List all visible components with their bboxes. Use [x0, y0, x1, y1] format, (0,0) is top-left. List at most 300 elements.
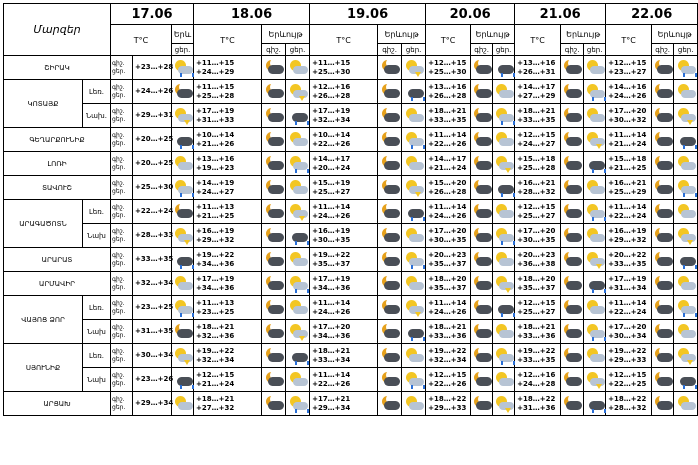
sun-icon	[403, 347, 425, 365]
day-weather-cell	[674, 176, 698, 200]
day-weather-cell	[402, 224, 426, 248]
time-labels	[111, 248, 133, 272]
temp-range: +20…+25	[133, 152, 172, 176]
night-weather-cell	[561, 344, 584, 368]
sun-icon	[493, 203, 515, 221]
day-temp: +26…+28	[428, 91, 467, 100]
day-weather-cell	[493, 248, 515, 272]
sun-cloud-thunder-icon	[403, 59, 425, 77]
day-weather-cell	[402, 368, 426, 392]
sun-cloud-rain-icon	[584, 323, 606, 341]
cloud-rain-icon	[172, 371, 194, 389]
night-temp: +18…+21	[428, 106, 467, 115]
moon-cloud-icon	[471, 155, 493, 173]
night-temp: +12…+15	[608, 370, 647, 379]
night-temp: +15…+18	[608, 154, 647, 163]
temp-range	[426, 368, 471, 392]
moon-cloud-icon	[379, 59, 401, 77]
sun-cloud-rain-icon	[172, 59, 194, 77]
night-weather-cell	[262, 248, 286, 272]
moon-cloud-icon	[172, 203, 194, 221]
night-temp: +13…+16	[196, 154, 235, 163]
weather-col-header: Երևույթ	[561, 25, 606, 44]
time-labels	[111, 224, 133, 248]
night-weather-cell	[652, 272, 674, 296]
day-weather-cell	[584, 56, 606, 80]
sun-cloud-thunder-icon	[584, 371, 606, 389]
temp-range: +29…+34	[133, 392, 172, 416]
day-weather-cell	[674, 56, 698, 80]
night-temp: +11…+14	[428, 202, 467, 211]
sun-icon	[403, 395, 425, 413]
night-weather-cell	[262, 224, 286, 248]
time-labels	[111, 80, 133, 104]
temp-range	[426, 200, 471, 224]
cloud-rain-icon	[493, 299, 515, 317]
day-weather-cell	[674, 272, 698, 296]
subregion-label: Նախ	[83, 368, 111, 392]
day-subheader: ցեր.	[584, 44, 606, 56]
sun-icon	[403, 107, 425, 125]
night-weather-cell	[471, 80, 493, 104]
night-label: գիշ.	[112, 179, 125, 187]
weather-cell	[172, 368, 194, 392]
moon-cloud-icon	[561, 371, 583, 389]
night-weather-cell	[378, 176, 402, 200]
moon-cloud-icon	[379, 347, 401, 365]
day-temp: +25…+27	[517, 307, 556, 316]
temp-range	[310, 200, 378, 224]
day-weather-cell	[402, 344, 426, 368]
night-weather-cell	[378, 320, 402, 344]
temp-range	[426, 272, 471, 296]
sun-cloud-thunder-icon	[172, 227, 194, 245]
moon-cloud-icon	[263, 251, 285, 269]
day-weather-cell	[493, 296, 515, 320]
moon-cloud-icon	[561, 323, 583, 341]
temp-range	[606, 224, 652, 248]
temp-range	[194, 200, 262, 224]
temp-range	[310, 56, 378, 80]
night-temp: +11…+14	[312, 298, 351, 307]
day-temp: +33…+35	[517, 115, 556, 124]
cloud-rain-icon	[172, 131, 194, 149]
night-temp: +17…+20	[608, 322, 647, 331]
region-name: ՎԱՅՈՑ ՁՈՐ	[4, 296, 83, 344]
sun-cloud-rain-icon	[493, 347, 515, 365]
moon-cloud-icon	[379, 155, 401, 173]
weather-cell	[172, 392, 194, 416]
night-weather-cell	[378, 80, 402, 104]
moon-cloud-icon	[561, 227, 583, 245]
night-temp: +12…+15	[517, 202, 556, 211]
night-weather-cell	[262, 104, 286, 128]
temp-range	[606, 344, 652, 368]
temp-range	[426, 104, 471, 128]
day-weather-cell	[584, 344, 606, 368]
cloud-rain-icon	[493, 59, 515, 77]
moon-cloud-icon	[471, 107, 493, 125]
night-temp: +18…+22	[517, 394, 556, 403]
day-temp: +33…+35	[517, 355, 556, 364]
moon-cloud-icon	[263, 131, 285, 149]
night-temp: +10…+14	[312, 130, 351, 139]
night-temp: +19…+22	[428, 346, 467, 355]
day-label: ցեր.	[112, 283, 126, 291]
day-weather-cell	[674, 152, 698, 176]
moon-cloud-icon	[652, 395, 674, 413]
day-weather-cell	[674, 104, 698, 128]
night-temp: +18…+21	[517, 322, 556, 331]
weather-cell	[172, 200, 194, 224]
night-temp: +15…+19	[312, 178, 351, 187]
weather-col-header: Երև	[172, 25, 194, 44]
day-weather-cell	[402, 80, 426, 104]
weather-col-header: Երևույթ	[262, 25, 310, 44]
temp-range: +22…+24	[133, 200, 172, 224]
day-subheader: ցեր.	[674, 44, 698, 56]
night-weather-cell	[561, 296, 584, 320]
night-subheader: գիշ.	[378, 44, 402, 56]
sun-icon	[287, 131, 309, 149]
sun-icon	[287, 299, 309, 317]
moon-cloud-icon	[561, 395, 583, 413]
night-weather-cell	[378, 368, 402, 392]
sun-icon	[403, 227, 425, 245]
night-temp: +17…+19	[196, 274, 235, 283]
day-weather-cell	[286, 344, 310, 368]
sun-icon	[287, 371, 309, 389]
moon-cloud-icon	[471, 227, 493, 245]
day-label: ցեր.	[112, 115, 126, 123]
night-weather-cell	[561, 248, 584, 272]
temp-range	[194, 320, 262, 344]
temp-range	[310, 80, 378, 104]
night-weather-cell	[652, 344, 674, 368]
day-weather-cell	[584, 224, 606, 248]
day-temp: +20…+24	[312, 163, 351, 172]
night-temp: +17…+21	[312, 394, 351, 403]
time-labels	[111, 368, 133, 392]
temp-range: +29…+31	[133, 104, 172, 128]
day-weather-cell	[493, 224, 515, 248]
night-weather-cell	[471, 224, 493, 248]
sun-icon	[584, 227, 606, 245]
day-subheader: ցեր.	[402, 44, 426, 56]
night-subheader: գիշ.	[471, 44, 493, 56]
weather-cell	[172, 104, 194, 128]
night-temp: +18…+20	[517, 274, 556, 283]
moon-cloud-icon	[263, 59, 285, 77]
night-weather-cell	[471, 392, 493, 416]
sun-icon	[493, 131, 515, 149]
night-weather-cell	[561, 80, 584, 104]
time-labels	[111, 128, 133, 152]
region-name: ԱՐԱՐԱՏ	[4, 248, 111, 272]
temp-range	[194, 296, 262, 320]
day-weather-cell	[674, 80, 698, 104]
day-weather-cell	[674, 392, 698, 416]
night-weather-cell	[378, 56, 402, 80]
moon-cloud-icon	[379, 179, 401, 197]
day-temp: +22…+24	[608, 307, 647, 316]
night-label: գիշ.	[112, 323, 125, 331]
temp-range	[515, 80, 561, 104]
night-temp: +13…+16	[517, 58, 556, 67]
night-label: գիշ.	[112, 227, 125, 235]
day-weather-cell	[674, 224, 698, 248]
sun-cloud-rain-icon	[287, 275, 309, 293]
day-temp: +34…+36	[312, 331, 351, 340]
day-temp: +22…+26	[312, 139, 351, 148]
day-weather-cell	[286, 272, 310, 296]
day-temp: +24…+26	[608, 91, 647, 100]
night-weather-cell	[471, 128, 493, 152]
temp-range	[606, 80, 652, 104]
day-weather-cell	[584, 200, 606, 224]
table-row	[4, 272, 698, 296]
day-weather-cell	[402, 176, 426, 200]
moon-cloud-icon	[652, 347, 674, 365]
night-weather-cell	[471, 56, 493, 80]
day-weather-cell	[286, 104, 310, 128]
night-temp: +12…+16	[517, 370, 556, 379]
moon-cloud-icon	[652, 179, 674, 197]
temp-range	[194, 224, 262, 248]
temp-range	[194, 56, 262, 80]
sun-cloud-thunder-icon	[675, 347, 697, 365]
temp-range	[426, 176, 471, 200]
moon-cloud-icon	[561, 131, 583, 149]
table-row	[4, 224, 698, 248]
night-temp: +12…+15	[428, 58, 467, 67]
moon-cloud-icon	[471, 323, 493, 341]
night-label: գիշ.	[112, 131, 125, 139]
night-weather-cell	[561, 368, 584, 392]
night-temp: +17…+20	[517, 226, 556, 235]
night-temp: +17…+20	[312, 322, 351, 331]
temp-range	[310, 296, 378, 320]
night-weather-cell	[262, 296, 286, 320]
time-labels	[111, 392, 133, 416]
temp-col-header: T°C	[310, 25, 378, 56]
night-temp: +18…+20	[428, 274, 467, 283]
day-weather-cell	[584, 248, 606, 272]
night-temp: +11…+15	[196, 58, 235, 67]
night-temp: +17…+20	[608, 106, 647, 115]
temp-range: +25…+30	[133, 176, 172, 200]
night-label: գիշ.	[112, 395, 125, 403]
table-row	[4, 128, 698, 152]
day-weather-cell	[674, 368, 698, 392]
night-weather-cell	[652, 392, 674, 416]
day-weather-cell	[584, 80, 606, 104]
moon-cloud-icon	[471, 395, 493, 413]
night-temp: +17…+19	[312, 106, 351, 115]
temp-range	[515, 152, 561, 176]
sun-cloud-rain-icon	[403, 131, 425, 149]
subregion-label: Լեռ.	[83, 296, 111, 320]
night-temp: +11…+14	[608, 298, 647, 307]
day-temp: +24…+26	[312, 211, 351, 220]
night-weather-cell	[652, 176, 674, 200]
day-temp: +23…+25	[196, 307, 235, 316]
night-temp: +11…+14	[608, 202, 647, 211]
temp-range	[310, 368, 378, 392]
day-temp: +24…+29	[196, 67, 235, 76]
region-name: ԱՐՄԱՎԻՐ	[4, 272, 111, 296]
sun-cloud-thunder-icon	[403, 179, 425, 197]
day-weather-cell	[584, 368, 606, 392]
sun-icon	[493, 323, 515, 341]
region-name: ԼՈՌԻ	[4, 152, 111, 176]
day-temp: +30…+35	[517, 235, 556, 244]
night-temp: +11…+14	[428, 130, 467, 139]
night-label: գիշ.	[112, 299, 125, 307]
weather-cell	[172, 320, 194, 344]
sun-cloud-thunder-icon	[675, 107, 697, 125]
day-temp: +25…+28	[196, 91, 235, 100]
day-weather-cell	[286, 56, 310, 80]
day-header-17: 17.06	[111, 4, 194, 25]
night-temp: +11…+14	[428, 298, 467, 307]
weather-cell	[172, 176, 194, 200]
night-temp: +19…+22	[517, 346, 556, 355]
night-weather-cell	[652, 56, 674, 80]
moon-cloud-icon	[652, 107, 674, 125]
moon-cloud-icon	[263, 323, 285, 341]
day-header-21: 21.06	[515, 4, 606, 25]
day-label: ցեր.	[112, 163, 126, 171]
night-temp: +19…+22	[196, 250, 235, 259]
weather-col-header: Երևույթ	[652, 25, 698, 44]
night-temp: +11…+14	[608, 130, 647, 139]
temp-range	[310, 248, 378, 272]
table-row	[4, 248, 698, 272]
sun-icon	[172, 395, 194, 413]
day-temp: +31…+33	[196, 115, 235, 124]
night-weather-cell	[652, 200, 674, 224]
sun-cloud-rain-icon	[493, 227, 515, 245]
moon-cloud-icon	[263, 227, 285, 245]
moon-cloud-icon	[561, 107, 583, 125]
day-weather-cell	[674, 296, 698, 320]
temp-range	[515, 104, 561, 128]
temp-range	[515, 392, 561, 416]
day-temp: +26…+28	[428, 187, 467, 196]
subregion-label: Լեռ.	[83, 80, 111, 104]
day-weather-cell	[286, 320, 310, 344]
night-weather-cell	[378, 344, 402, 368]
table-row	[4, 152, 698, 176]
day-temp: +35…+37	[428, 259, 467, 268]
night-temp: +15…+18	[517, 154, 556, 163]
region-name: ԳԵՂԱՐՔՈՒՆԻՔ	[4, 128, 111, 152]
cloud-rain-icon	[584, 275, 606, 293]
night-temp: +20…+23	[517, 250, 556, 259]
night-weather-cell	[262, 56, 286, 80]
temp-range	[606, 392, 652, 416]
temp-range	[426, 320, 471, 344]
day-weather-cell	[286, 368, 310, 392]
moon-cloud-icon	[263, 179, 285, 197]
night-weather-cell	[561, 224, 584, 248]
sun-icon	[675, 275, 697, 293]
night-temp: +17…+20	[428, 226, 467, 235]
night-weather-cell	[262, 80, 286, 104]
night-temp: +19…+22	[196, 346, 235, 355]
day-temp: +30…+34	[608, 331, 647, 340]
moon-cloud-icon	[471, 251, 493, 269]
day-temp: +22…+24	[608, 211, 647, 220]
night-temp: +18…+21	[428, 322, 467, 331]
night-weather-cell	[378, 272, 402, 296]
sun-cloud-rain-icon	[675, 59, 697, 77]
moon-cloud-icon	[263, 395, 285, 413]
night-temp: +12…+15	[428, 370, 467, 379]
day-subheader: ցեր.	[286, 44, 310, 56]
night-label: գիշ.	[112, 155, 125, 163]
night-temp: +12…+15	[517, 130, 556, 139]
sun-icon	[493, 371, 515, 389]
day-temp: +29…+32	[196, 235, 235, 244]
weather-cell	[172, 344, 194, 368]
day-weather-cell	[584, 392, 606, 416]
moon-cloud-icon	[379, 107, 401, 125]
temp-range	[515, 272, 561, 296]
day-weather-cell	[286, 152, 310, 176]
temp-range	[515, 344, 561, 368]
day-weather-cell	[584, 176, 606, 200]
time-labels	[111, 176, 133, 200]
day-temp: +27…+32	[196, 403, 235, 412]
sun-cloud-rain-icon	[172, 179, 194, 197]
moon-cloud-icon	[263, 203, 285, 221]
temp-range	[310, 128, 378, 152]
sun-cloud-rain-icon	[675, 179, 697, 197]
temp-range	[606, 296, 652, 320]
sun-icon	[287, 59, 309, 77]
moon-cloud-icon	[263, 107, 285, 125]
moon-cloud-icon	[652, 323, 674, 341]
night-weather-cell	[561, 392, 584, 416]
moon-cloud-icon	[263, 299, 285, 317]
table-row	[4, 56, 698, 80]
night-weather-cell	[561, 320, 584, 344]
cloud-rain-icon	[287, 227, 309, 245]
day-weather-cell	[402, 248, 426, 272]
sun-icon	[675, 203, 697, 221]
subregion-label: Նախ	[83, 320, 111, 344]
time-labels	[111, 296, 133, 320]
sun-cloud-rain-icon	[403, 371, 425, 389]
night-weather-cell	[652, 80, 674, 104]
region-name: ԱՐՑԱԽ	[4, 392, 111, 416]
sun-icon	[287, 179, 309, 197]
day-weather-cell	[493, 176, 515, 200]
night-weather-cell	[652, 224, 674, 248]
table-row	[4, 344, 698, 368]
day-temp: +21…+24	[608, 139, 647, 148]
day-weather-cell	[584, 320, 606, 344]
table-row	[4, 368, 698, 392]
temp-range	[606, 104, 652, 128]
sun-cloud-thunder-icon	[675, 227, 697, 245]
day-weather-cell	[674, 344, 698, 368]
day-weather-cell	[584, 104, 606, 128]
moon-cloud-icon	[379, 371, 401, 389]
moon-cloud-icon	[263, 275, 285, 293]
